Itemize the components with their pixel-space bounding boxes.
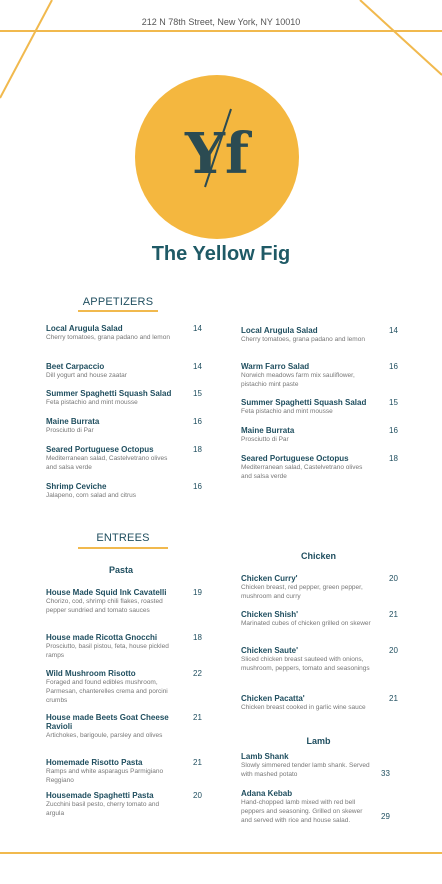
item-name: Chicken Curry' bbox=[241, 574, 298, 583]
item-price: 29 bbox=[381, 812, 390, 821]
item-price: 14 bbox=[389, 326, 398, 335]
item-description: Prosciutto di Par bbox=[46, 427, 94, 434]
item-name: House made Ricotta Gnocchi bbox=[46, 633, 158, 642]
item-name: Wild Mushroom Risotto bbox=[46, 669, 136, 678]
item-description: Chicken breast cooked in garlic wine sauce bbox=[241, 704, 366, 711]
item-price: 16 bbox=[389, 362, 398, 371]
lamb-heading: Lamb bbox=[306, 736, 331, 746]
item-name: Maine Burrata bbox=[241, 426, 295, 435]
item-name: Maine Burrata bbox=[46, 417, 100, 426]
item-description: Prosciutto di Par bbox=[241, 436, 289, 443]
menu-item bbox=[46, 445, 176, 472]
item-description: Hand-chopped lamb mixed with red bell peppers and seasoning. Grilled on skewer and served with rice and house salad. bbox=[241, 799, 363, 824]
item-price: 16 bbox=[193, 417, 202, 426]
entrees-heading: ENTREES bbox=[96, 532, 150, 544]
item-price: 18 bbox=[193, 633, 202, 642]
menu-item bbox=[46, 389, 176, 407]
item-name: Housemade Spaghetti Pasta bbox=[46, 791, 154, 800]
menu-item bbox=[46, 713, 176, 740]
item-description: Cherry tomatoes, grana padano and lemon bbox=[241, 336, 365, 343]
menu-item bbox=[241, 789, 371, 825]
item-name: Warm Farro Salad bbox=[241, 362, 310, 371]
address: 212 N 78th Street, New York, NY 10010 bbox=[141, 17, 301, 27]
item-price: 21 bbox=[193, 758, 202, 767]
pasta-heading: Pasta bbox=[108, 565, 134, 575]
item-price: 15 bbox=[389, 398, 398, 407]
item-price: 21 bbox=[389, 694, 398, 703]
item-name: Chicken Saute' bbox=[241, 646, 299, 655]
item-name: Local Arugula Salad bbox=[46, 324, 123, 333]
item-description: Prosciutto, basil pistou, feta, house pickled ramps bbox=[46, 643, 169, 659]
item-name: Chicken Pacatta' bbox=[241, 694, 305, 703]
item-name: Beet Carpaccio bbox=[46, 362, 105, 371]
menu-item bbox=[46, 588, 176, 615]
item-description: Jalapeno, corn salad and citrus bbox=[46, 492, 136, 499]
item-name: Local Arugula Salad bbox=[241, 326, 318, 335]
menu-item bbox=[241, 610, 371, 628]
item-name: Seared Portuguese Octopus bbox=[241, 454, 349, 463]
item-name: Shrimp Ceviche bbox=[46, 482, 107, 491]
item-price: 19 bbox=[193, 588, 202, 597]
item-price: 33 bbox=[381, 769, 390, 778]
item-name: Adana Kebab bbox=[241, 789, 293, 798]
item-description: Zucchini basil pesto, cherry tomato and argula bbox=[46, 801, 160, 817]
item-description: Chorizo, cod, shrimp chili flakes, roasted pepper sundried and tomato sauces bbox=[46, 598, 163, 614]
item-price: 16 bbox=[193, 482, 202, 491]
item-price: 16 bbox=[389, 426, 398, 435]
menu-item bbox=[241, 694, 371, 712]
item-description: Artichokes, barigoule, parsley and olives bbox=[46, 732, 163, 739]
item-price: 20 bbox=[389, 646, 398, 655]
item-description: Chicken breast, red pepper, green pepper, mushroom and curry bbox=[241, 584, 363, 600]
item-price: 18 bbox=[193, 445, 202, 454]
menu-item bbox=[46, 669, 176, 705]
item-name: Chicken Shish' bbox=[241, 610, 299, 619]
item-description: Foraged and found edibles mushroom, Parmesan, chanterelles crema and porcini crumbs bbox=[46, 679, 168, 704]
menu-item bbox=[46, 324, 176, 342]
menu-item bbox=[46, 417, 176, 435]
menu-item bbox=[46, 758, 176, 785]
item-price: 20 bbox=[193, 791, 202, 800]
item-price: 20 bbox=[389, 574, 398, 583]
item-name: House made Beets Goat Cheese Ravioli bbox=[46, 713, 169, 731]
item-price: 14 bbox=[193, 362, 202, 371]
menu-item bbox=[46, 362, 176, 380]
item-name: Lamb Shank bbox=[241, 752, 289, 761]
item-description: Cherry tomatoes, grana padano and lemon bbox=[46, 334, 170, 341]
entrees-underline bbox=[78, 547, 168, 549]
menu-item bbox=[241, 646, 371, 673]
bottom-divider bbox=[0, 852, 442, 854]
item-description: Ramps and white asparagus Parmigiano Reggiano bbox=[46, 768, 164, 784]
item-price: 18 bbox=[389, 454, 398, 463]
menu-item bbox=[241, 752, 371, 779]
menu-item bbox=[46, 633, 176, 660]
item-name: Homemade Risotto Pasta bbox=[46, 758, 143, 767]
logo-letters: Yf bbox=[184, 121, 250, 187]
appetizers-underline bbox=[78, 310, 158, 312]
item-price: 22 bbox=[193, 669, 202, 678]
item-price: 21 bbox=[193, 713, 202, 722]
item-description: Slowly simmered tender lamb shank. Served with mashed potato bbox=[241, 762, 370, 778]
item-description: Mediterranean salad, Castelvetrano olives and salsa verde bbox=[241, 464, 363, 480]
menu-item bbox=[241, 574, 371, 601]
item-description: Feta pistachio and mint mousse bbox=[241, 408, 333, 415]
item-description: Dill yogurt and house zaatar bbox=[46, 372, 127, 379]
item-description: Norwich meadows farm mix sauliflower, pistachio mint paste bbox=[241, 372, 355, 388]
item-name: Summer Spaghetti Squash Salad bbox=[46, 389, 172, 398]
item-description: Marinated cubes of chicken grilled on skewer bbox=[241, 620, 371, 627]
menu-item bbox=[241, 426, 371, 444]
item-price: 15 bbox=[193, 389, 202, 398]
menu-item bbox=[241, 398, 371, 416]
item-description: Sliced chicken breast sauteed with onions, mushroom, peppers, tomato and seasonings bbox=[241, 656, 370, 672]
restaurant-title: The Yellow Fig bbox=[151, 243, 291, 265]
chicken-heading: Chicken bbox=[300, 551, 336, 561]
menu-item bbox=[46, 482, 176, 500]
menu-item bbox=[241, 454, 371, 481]
item-price: 21 bbox=[389, 610, 398, 619]
item-description: Mediterranean salad, Castelvetrano olives and salsa verde bbox=[46, 455, 168, 471]
appetizers-heading: APPETIZERS bbox=[82, 296, 154, 308]
item-price: 14 bbox=[193, 324, 202, 333]
menu-item bbox=[241, 326, 371, 344]
item-description: Feta pistachio and mint mousse bbox=[46, 399, 138, 406]
menu-item bbox=[241, 362, 371, 389]
logo-monogram bbox=[135, 75, 299, 239]
item-name: Seared Portuguese Octopus bbox=[46, 445, 154, 454]
menu-item bbox=[46, 791, 176, 818]
item-name: Summer Spaghetti Squash Salad bbox=[241, 398, 367, 407]
item-name: House Made Squid Ink Cavatelli bbox=[46, 588, 167, 597]
